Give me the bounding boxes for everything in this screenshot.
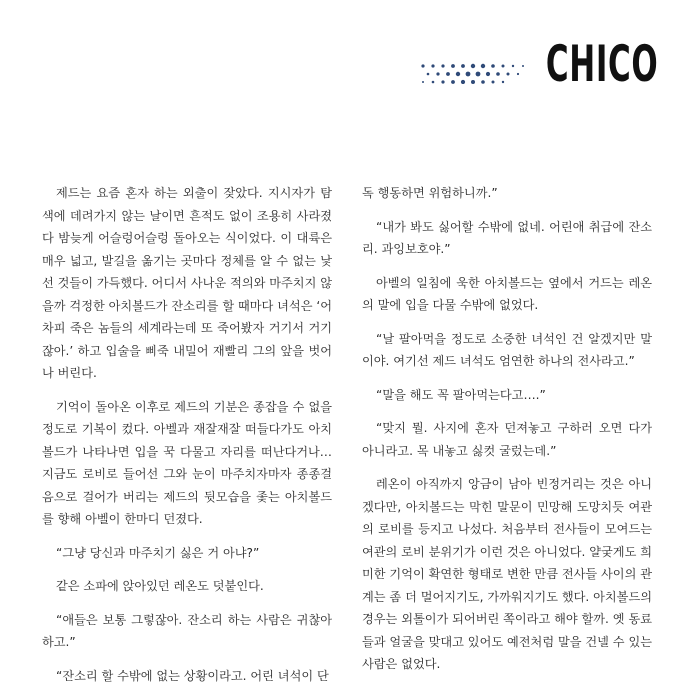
left-column — [42, 182, 332, 698]
paragraph: 레온이 아직까지 앙금이 남아 빈정거리는 것은 아니겠다만, 아치볼드는 막힌 말문이 민망해 도망치듯 여관의 로비를 등지고 나섰다. 처음부터 전사들이 모여드는 여관의 로비 분위기가 이런 것은 아니었다. 얄궂게도 희미한 기억이 확연한 형태로 변한 만큼 전사들 사이의 관계는 좀 더 멀어지기도, 가까워지기도 했다. 아치볼드의 경우는 외톨이가 되어버린 쪽이라고 해야 할까. 옛 동료들과 얼굴을 맞대고 있어도 예전처럼 말을 건넬 수 있는 사람은 없었다. — [362, 477, 653, 671]
paragraph: 제드는 요즘 혼자 하는 외출이 잦았다. 지시자가 탐색에 데려가지 않는 날이면 흔적도 없이 조용히 사라졌다 밤늦게 어슬렁어슬렁 돌아오는 식이었다. 이 대륙은 매우 넓고, 발길을 옮기는 곳마다 정체를 알 수 없는 낯선 것들이 가득했다. 어디서 사나운 적의와 마주치지 않을까 걱정한 아치볼드가 잔소리를 할 때마다 녀석은 ‘어차피 죽은 놈들의 세계라는데 또 죽어봤자 거기서 거기잖아.’ 하고 입술을 삐죽 내밀어 재빨리 그의 앞을 벗어나 버린다. — [42, 186, 333, 380]
paragraph: 기억이 돌아온 이후로 제드의 기분은 종잡을 수 없을 정도로 기복이 컸다. 아벨과 재잘재잘 떠들다가도 아치볼드가 나타나면 입을 꾹 다물고 자리를 떠난다거나… 지금도 로비로 들어선 그와 눈이 마주치자마자 종종걸음으로 걸어가 버리는 제드의 뒷모습을 좇는 아치볼드를 향해 아벨이 한마디 던졌다. — [42, 399, 332, 526]
dialogue-continuation: 독 행동하면 위험하니까.” — [362, 186, 498, 200]
dialogue-line: “맞지 뭘. 사지에 혼자 던져놓고 구하러 오면 다가 아니라고. 목 내놓고 싫컷 굴렀는데.” — [362, 421, 652, 458]
dialogue-line: “말을 해도 꼭 팔아먹는다고….” — [376, 387, 546, 402]
paragraph: 아벨의 일침에 욱한 아치볼드는 옆에서 거드는 레온의 말에 입을 다물 수밖에 없었다. — [362, 275, 652, 312]
dialogue-line: “잔소리 할 수밖에 없는 상황이라고. 어린 녀석이 단 — [56, 668, 329, 683]
paragraph: 같은 소파에 앉아있던 레온도 덧붙인다. — [56, 579, 264, 593]
brand-logo: CHICO — [545, 35, 658, 93]
right-column — [362, 182, 652, 687]
dialogue-line: “애들은 보통 그렇잖아. 잔소리 하는 사람은 귀찮아하고.” — [42, 612, 332, 649]
dialogue-line: “그냥 당신과 마주치기 싫은 거 아냐?” — [56, 545, 260, 560]
page-header — [418, 34, 658, 94]
dot-pattern-icon — [420, 62, 530, 84]
dialogue-line: “내가 봐도 싫어할 수밖에 없네. 어린애 취급에 잔소리. 과잉보호야.” — [362, 219, 652, 256]
dialogue-line: “날 팔아먹을 정도로 소중한 녀석인 건 알겠지만 말이야. 여기선 제드 녀석도 엄연한 하나의 전사라고.” — [362, 331, 652, 368]
